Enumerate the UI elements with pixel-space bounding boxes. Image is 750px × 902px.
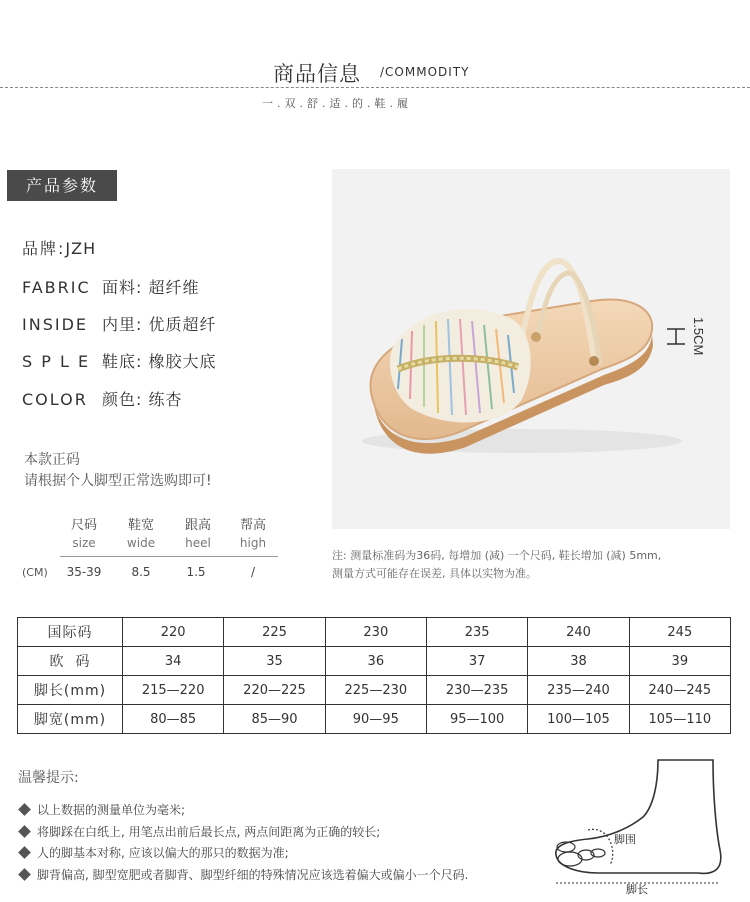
- table-cell: 38: [528, 647, 629, 676]
- table-row: [18, 676, 731, 705]
- spec-inside: [22, 312, 216, 335]
- spec-color-value: 颜色: 练杏: [102, 390, 183, 409]
- mini-value-heel: 1.5: [186, 565, 206, 579]
- table-cell: 100—105: [528, 705, 629, 734]
- row-label-foot-width: 脚宽(mm): [18, 705, 123, 734]
- table-cell: 220—225: [224, 676, 325, 705]
- table-cell: 225: [224, 618, 325, 647]
- size-note-line2: 请根据个人脚型正常选购即可!: [24, 473, 212, 489]
- measure-note-line1: 注: 测量标准码为36码, 每增加 (减) 一个尺码, 鞋长增加 (减) 5mm,: [332, 549, 662, 562]
- tip-item: [20, 844, 289, 861]
- table-cell: 90—95: [325, 705, 426, 734]
- foot-girth-label: 脚围: [614, 833, 636, 846]
- header-divider: [0, 87, 750, 88]
- table-cell: 235—240: [528, 676, 629, 705]
- table-cell: 230—235: [426, 676, 527, 705]
- size-table: [17, 617, 731, 734]
- tip-text: 人的脚基本对称, 应该以偏大的那只的数据为准;: [37, 846, 289, 860]
- foot-diagram: [548, 755, 728, 895]
- mini-header-size-zh: 尺码: [70, 518, 97, 533]
- spec-sole: [22, 349, 216, 372]
- tip-item: [20, 866, 468, 883]
- table-cell: 215—220: [123, 676, 224, 705]
- table-cell: 245: [629, 618, 730, 647]
- page-title-en: /COMMODITY: [380, 65, 470, 79]
- table-cell: 105—110: [629, 705, 730, 734]
- table-cell: 220: [123, 618, 224, 647]
- spec-brand-key: 品牌:: [22, 239, 66, 258]
- tip-text: 将脚踩在白纸上, 用笔点出前后最长点, 两点间距离为正确的较长;: [37, 825, 381, 839]
- foot-outline-icon: [548, 755, 728, 895]
- table-row: [18, 618, 731, 647]
- mini-header-high-en: high: [239, 536, 267, 550]
- mini-table-unit: (CM): [22, 566, 48, 579]
- tips-title: 温馨提示:: [18, 770, 79, 786]
- mini-header-heel-zh: 跟高: [184, 518, 211, 533]
- tip-text: 脚背偏高, 脚型宽肥或者脚背、脚型纤细的特殊情况应该选着偏大或偏小一个尺码.: [37, 868, 469, 882]
- section-label: 产品参数: [7, 170, 117, 201]
- mini-header-high: [223, 514, 283, 550]
- mini-table-divider: [60, 556, 278, 557]
- mini-value-wide: 8.5: [131, 565, 151, 579]
- spec-color-key: COLOR: [22, 390, 88, 409]
- table-row: [18, 647, 731, 676]
- spec-brand: [22, 236, 96, 259]
- diamond-bullet-icon: [18, 868, 31, 881]
- spec-fabric-key: FABRIC: [22, 278, 91, 297]
- page-title: 商品信息: [273, 62, 361, 86]
- table-cell: 39: [629, 647, 730, 676]
- table-cell: 230: [325, 618, 426, 647]
- mini-header-heel: [168, 514, 228, 550]
- spec-sole-value: 鞋底: 橡胶大底: [102, 352, 217, 371]
- sandal-illustration: [332, 169, 730, 529]
- mini-value-high: /: [250, 565, 256, 579]
- table-cell: 225—230: [325, 676, 426, 705]
- size-note-line1: 本款正码: [24, 452, 80, 468]
- tip-item: [20, 823, 380, 840]
- table-row: [18, 705, 731, 734]
- table-cell: 235: [426, 618, 527, 647]
- spec-color: [22, 387, 182, 410]
- row-label-eu: 欧 码: [18, 647, 123, 676]
- table-cell: 240—245: [629, 676, 730, 705]
- spec-fabric: [22, 275, 199, 298]
- table-cell: 36: [325, 647, 426, 676]
- table-cell: 95—100: [426, 705, 527, 734]
- mini-header-wide-zh: 鞋宽: [127, 518, 154, 533]
- mini-value-size: 35-39: [66, 565, 102, 579]
- tip-text: 以上数据的测量单位为毫米;: [37, 803, 186, 817]
- product-photo: [332, 169, 730, 529]
- table-cell: 80—85: [123, 705, 224, 734]
- row-label-intl: 国际码: [18, 618, 123, 647]
- heel-height-label: 1.5CM: [691, 317, 706, 356]
- diamond-bullet-icon: [18, 803, 31, 816]
- table-cell: 240: [528, 618, 629, 647]
- diamond-bullet-icon: [18, 825, 31, 838]
- mini-header-heel-en: heel: [185, 536, 211, 550]
- mini-header-size: [54, 514, 114, 550]
- table-cell: 37: [426, 647, 527, 676]
- table-cell: 85—90: [224, 705, 325, 734]
- page-subtitle: 一.双.舒.适.的.鞋.履: [262, 97, 412, 110]
- mini-header-size-en: size: [72, 536, 96, 550]
- spec-inside-value: 内里: 优质超纤: [102, 315, 217, 334]
- measure-note-line2: 测量方式可能存在误差, 具体以实物为准。: [332, 567, 537, 580]
- diamond-bullet-icon: [18, 846, 31, 859]
- tip-item: [20, 801, 185, 818]
- spec-sole-key: S P L E: [22, 352, 91, 371]
- foot-length-label: 脚长: [626, 883, 648, 895]
- mini-header-wide: [111, 514, 171, 550]
- row-label-foot-length: 脚长(mm): [18, 676, 123, 705]
- table-cell: 35: [224, 647, 325, 676]
- spec-brand-value: JZH: [65, 239, 97, 258]
- mini-header-wide-en: wide: [126, 536, 156, 550]
- table-cell: 34: [123, 647, 224, 676]
- spec-inside-key: INSIDE: [22, 315, 88, 334]
- mini-header-high-zh: 帮高: [239, 518, 266, 533]
- spec-fabric-value: 面料: 超纤维: [102, 278, 200, 297]
